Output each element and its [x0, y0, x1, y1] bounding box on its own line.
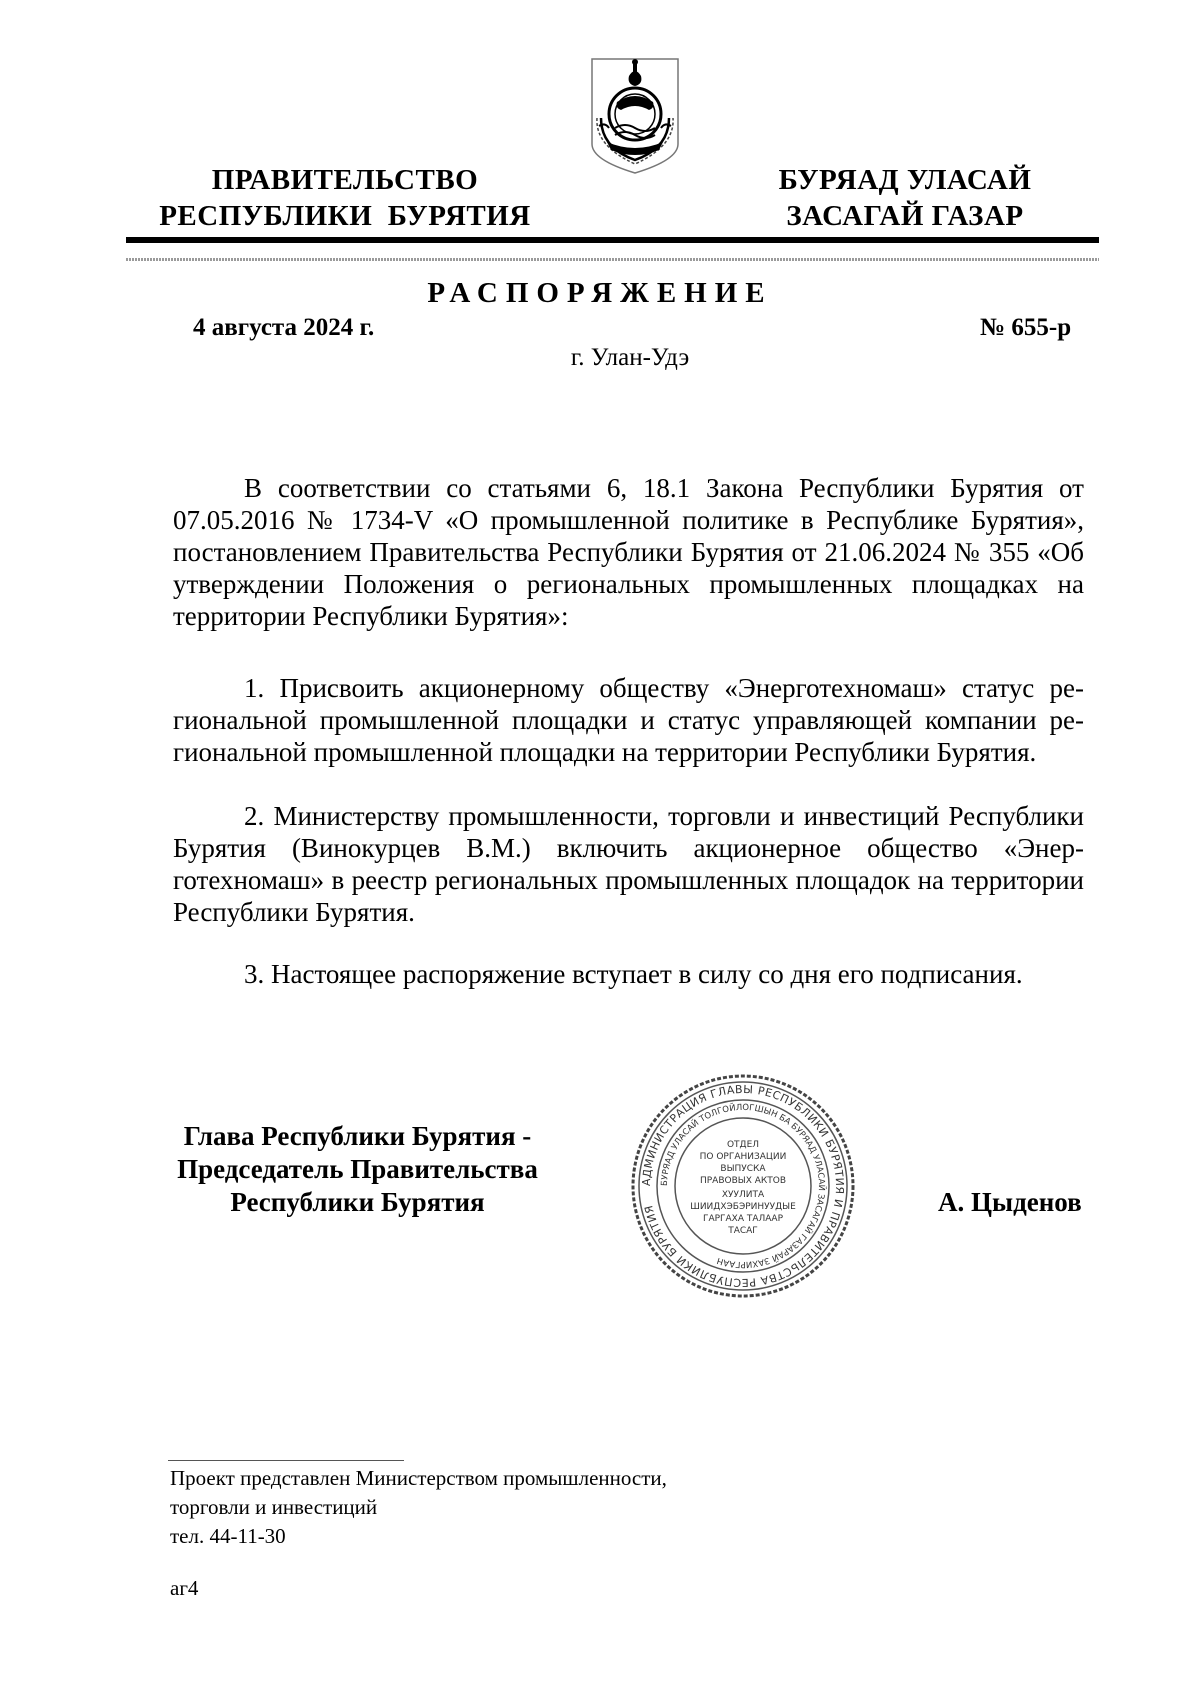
body-intro-paragraph: В соответствии со статьями 6, 18.1 Закона Республики Бурятия от 07.05.2016 № 1734-V «О промышленной политике в Республике Бурятия», постановлением Правительства Республики Бурятия от 21.06.2024 № 355 «Об утверждении Положения о региональных промышленных площадках на территории Республики Бурятия»: [173, 473, 1084, 631]
signatory-position-line3: Республики Бурятия [230, 1187, 485, 1217]
coat-of-arms-icon [589, 56, 681, 176]
header-divider-thick [126, 237, 1099, 243]
footer-phone: тел. 44-11-30 [170, 1524, 286, 1548]
header-government-bua [745, 162, 1065, 234]
footer-divider [168, 1460, 404, 1461]
header-divider-thin [126, 258, 1099, 261]
stamp-ring-text-inner: БУРЯАД УЛАСАЙ ТОЛГОЙЛОГШЫН БА БУРЯАД УЛАСАЙ ЗАСАГАЙ ГАЗАРАЙ ЗАХИРГААН [659, 1102, 827, 1270]
body-item-2: 2. Министерству промышленности, торговли и инвестиций Республики Бурятия (Винокурцев В.М.) включить акционерное общество «Энерготехномаш» в реестр региональных промышленных площадок на территории Республики Бурятия. [173, 801, 1084, 927]
footer-note [170, 1464, 667, 1551]
stamp-center-line: ОТДЕЛ [726, 1140, 760, 1150]
document-title: РАСПОРЯЖЕНИЕ [427, 277, 773, 309]
signatory-name: А. Цыденов [938, 1187, 1082, 1217]
stamp-center-line: ВЫПУСКА [720, 1164, 766, 1174]
footer-code: аг4 [170, 1576, 199, 1600]
header-right-line2: ЗАСАГАЙ ГАЗАР [786, 200, 1024, 232]
header-right-line1: БУРЯАД УЛАСАЙ [778, 164, 1032, 196]
stamp-ring-text: АДМИНИСТРАЦИЯ ГЛАВЫ РЕСПУБЛИКИ БУРЯТИЯ И ПРАВИТЕЛЬСТВА РЕСПУБЛИКИ БУРЯТИЯ [639, 1082, 847, 1290]
document-number: № 655-р [980, 314, 1072, 341]
signatory-position-line1: Глава Республики Бурятия - [183, 1121, 532, 1151]
footer-line1: Проект представлен Министерством промышленности, [170, 1466, 667, 1490]
document-city: г. Улан-Удэ [570, 344, 690, 371]
header-left-line2: РЕСПУБЛИКИ БУРЯТИЯ [159, 200, 531, 232]
stamp-center-line: ШИИДХЭБЭРИНУУДЫЕ [690, 1202, 796, 1212]
footer-line2: торговли и инвестиций [170, 1495, 378, 1519]
signatory-position [160, 1120, 555, 1219]
body-item-3: 3. Настоящее распоряжение вступает в силу со дня его подписания. [244, 959, 1023, 989]
document-date: 4 августа 2024 г. [193, 314, 375, 341]
stamp-center-line: ХУУЛИТА [721, 1190, 765, 1200]
signatory-position-line2: Председатель Правительства [177, 1154, 538, 1184]
header-left-line1: ПРАВИТЕЛЬСТВО [211, 164, 479, 196]
stamp-center-line: ТАСАГ [728, 1226, 758, 1236]
header-government-ru [150, 162, 540, 234]
stamp-center-line: ПРАВОВЫХ АКТОВ [699, 1176, 787, 1186]
stamp-center-line: ГАРГАХА ТАЛААР [702, 1214, 784, 1224]
official-seal-stamp [630, 1073, 856, 1299]
stamp-center-line: ПО ОРГАНИЗАЦИИ [699, 1152, 787, 1162]
body-item-1: 1. Присвоить акционерному обществу «Энерготехномаш» статус региональной промышленной площадки и статус управляющей компании региональной промышленной площадки на территории Республики Бурятия. [173, 673, 1084, 767]
